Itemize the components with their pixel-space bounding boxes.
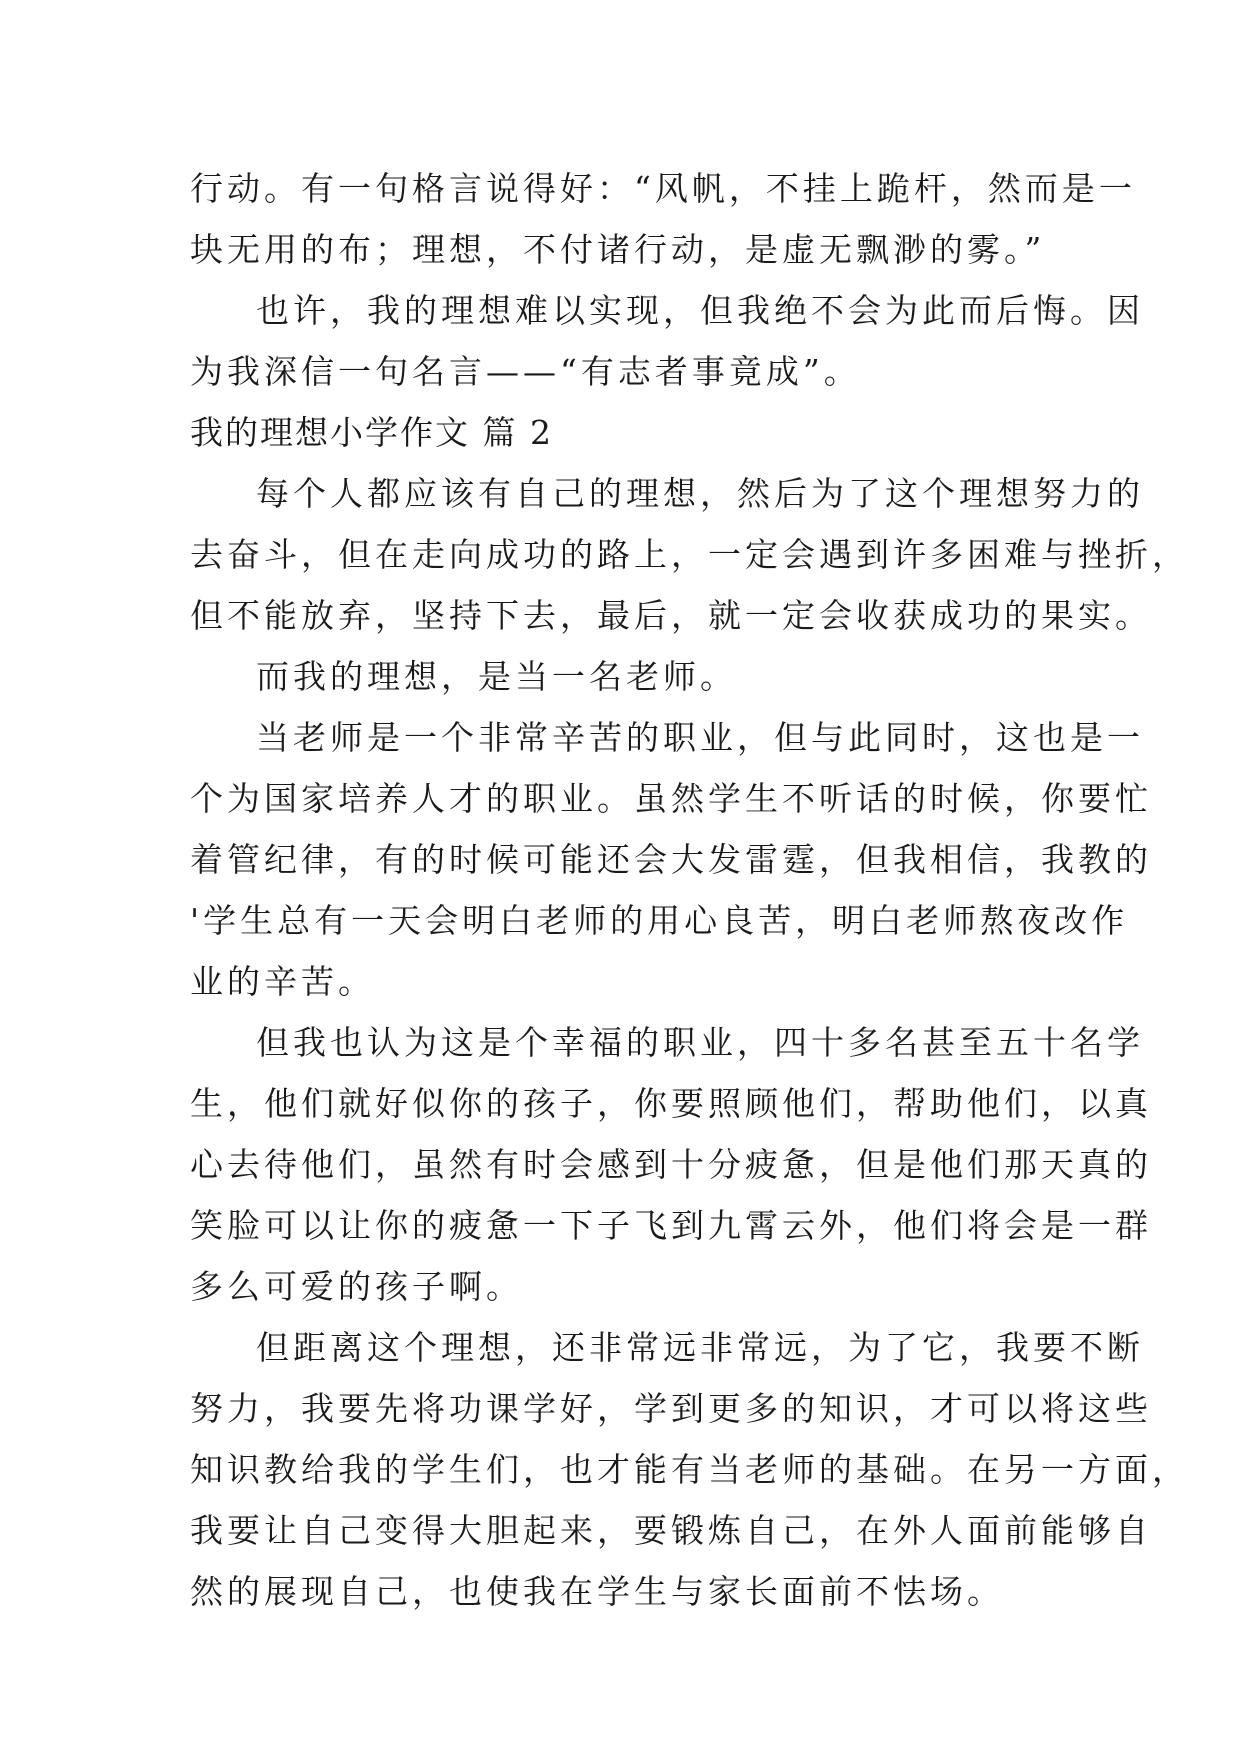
text-line: 多么可爱的孩子啊。 [190,1267,523,1306]
section-heading: 我的理想小学作文 篇 2 [190,413,553,452]
text-line: 心去待他们，虽然有时会感到十分疲惫，但是他们那天真的 [190,1145,1152,1184]
text-line: 块无用的布；理想，不付诸行动，是虚无飘渺的雾。” [190,230,1046,269]
paragraph-start-line: 也许，我的理想难以实现，但我绝不会为此而后悔。因 [256,291,1144,330]
paragraph-start-line: 但距离这个理想，还非常远非常远，为了它，我要不断 [256,1328,1144,1367]
text-line: 笑脸可以让你的疲惫一下子飞到九霄云外，他们将会是一群 [190,1206,1152,1245]
text-line: 为我深信一句名言——“有志者事竟成”。 [190,352,861,391]
text-line: '学生总有一天会明白老师的用心良苦，明白老师熬夜改作 [190,901,1129,940]
text-line: 我要让自己变得大胆起来，要锻炼自己，在外人面前能够自 [190,1511,1152,1550]
text-line: 着管纪律，有的时候可能还会大发雷霆，但我相信，我教的 [190,840,1152,879]
text-line: 业的辛苦。 [190,962,375,1001]
text-line: 个为国家培养人才的职业。虽然学生不听话的时候，你要忙 [190,779,1152,818]
text-line: 然的展现自己，也使我在学生与家长面前不怯场。 [190,1572,1004,1611]
text-line: 生，他们就好似你的孩子，你要照顾他们，帮助他们，以真 [190,1084,1152,1123]
text-line: 行动。有一句格言说得好：“风帆，不挂上跪杆，然而是一 [190,169,1136,208]
text-line: 去奋斗，但在走向成功的路上，一定会遇到许多困难与挫折， [190,535,1189,574]
document-body [190,158,1189,1622]
text-line: 但不能放弃，坚持下去，最后，就一定会收获成功的果实。 [190,596,1152,635]
paragraph-start-line: 当老师是一个非常辛苦的职业，但与此同时，这也是一 [256,718,1144,757]
paragraph-start-line: 而我的理想，是当一名老师。 [256,657,737,696]
text-line: 努力，我要先将功课学好，学到更多的知识，才可以将这些 [190,1389,1152,1428]
paragraph-start-line: 但我也认为这是个幸福的职业，四十多名甚至五十名学 [256,1023,1144,1062]
text-line: 知识教给我的学生们，也才能有当老师的基础。在另一方面， [190,1450,1189,1489]
paragraph-start-line: 每个人都应该有自己的理想，然后为了这个理想努力的 [256,474,1144,513]
